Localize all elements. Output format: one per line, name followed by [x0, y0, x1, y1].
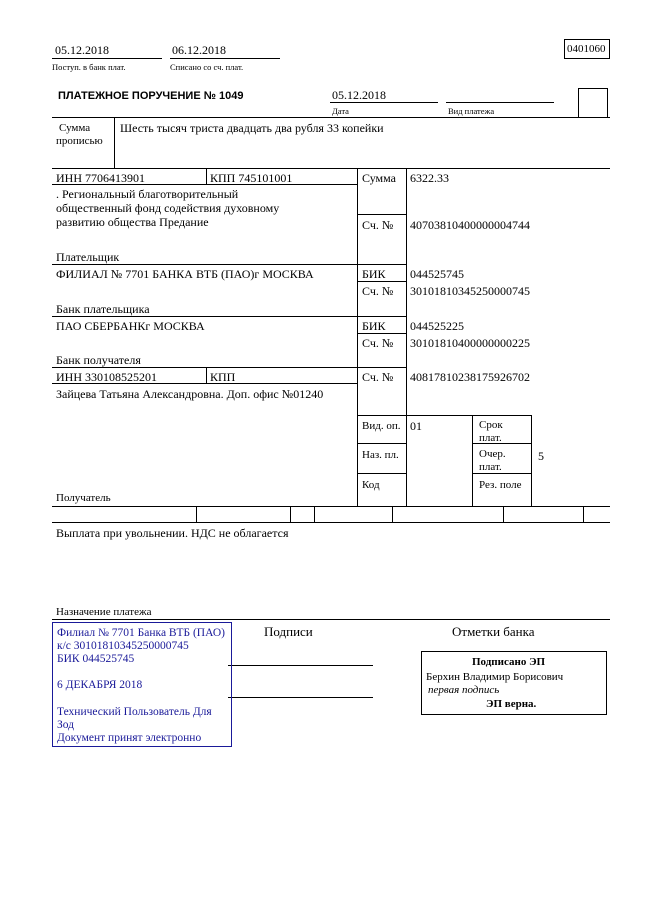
- line-optype-bottom: [357, 443, 407, 444]
- signature-verified: ЭП верна.: [486, 698, 537, 710]
- payee-label: Получатель: [56, 492, 111, 504]
- payer-label: Плательщик: [56, 250, 120, 264]
- debited-date: 06.12.2018: [172, 43, 226, 57]
- payer-account-label: Сч. №: [362, 218, 394, 232]
- payment-type-line: [446, 102, 554, 103]
- received-label: Поступ. в банк плат.: [52, 62, 126, 72]
- order-title: ПЛАТЕЖНОЕ ПОРУЧЕНИЕ № 1049: [58, 90, 244, 102]
- line-payee-bik-bottom: [357, 333, 407, 334]
- payment-status-box: [578, 88, 608, 118]
- signatures-label: Подписи: [264, 624, 313, 639]
- payer-bank-account: 30101810345250000745: [410, 284, 530, 298]
- bank-stamp: [52, 622, 232, 747]
- received-date-line: [52, 58, 162, 59]
- payer-kpp: КПП 745101001: [210, 171, 293, 185]
- line-tax-bottom: [52, 522, 610, 523]
- payee-bank-bik: 044525225: [410, 319, 464, 333]
- signed-box: [421, 651, 607, 715]
- purpose-code-label: Наз. пл.: [362, 449, 399, 461]
- line-payer-inn-kpp: [206, 168, 207, 184]
- payer-bank-bik: 044525745: [410, 267, 464, 281]
- payer-inn: ИНН 7706413901: [56, 171, 145, 185]
- payer-bank-bik-label: БИК: [362, 267, 386, 281]
- line-payee-top: [52, 367, 407, 368]
- payer-name-3: развитию общества Предание: [56, 215, 209, 229]
- form-code: 0401060: [567, 43, 606, 55]
- line-payer-top: [52, 168, 610, 169]
- purpose-label: Назначение платежа: [56, 606, 152, 618]
- stamp-user-1: Технический Пользователь Для: [57, 706, 212, 718]
- payer-amount-label: Сумма: [362, 171, 396, 185]
- line-tax-6: [583, 506, 584, 522]
- line-purpose-code-bottom: [357, 473, 407, 474]
- signed-title: Подписано ЭП: [472, 656, 546, 668]
- priority: 5: [538, 449, 544, 463]
- op-type-label: Вид. оп.: [362, 420, 401, 432]
- line-codes-mid: [472, 415, 473, 506]
- payer-amount: 6322.33: [410, 171, 449, 185]
- payer-bank-account-label: Сч. №: [362, 284, 394, 298]
- debited-date-line: [170, 58, 280, 59]
- reserve-label: Рез. поле: [479, 479, 522, 491]
- line-amount-top: [52, 117, 610, 118]
- payee-bank-name: ПАО СБЕРБАНКг МОСКВА: [56, 319, 205, 333]
- line-tax-1: [196, 506, 197, 522]
- line-tax-5: [503, 506, 504, 522]
- priority-label-2: плат.: [479, 461, 502, 473]
- payer-bank-label: Банк плательщика: [56, 302, 150, 316]
- payee-account-label: Сч. №: [362, 370, 394, 384]
- line-amount-divider: [114, 117, 115, 168]
- signer-name: Берхин Владимир Борисович: [426, 671, 564, 683]
- amount-words: Шесть тысяч триста двадцать два рубля 33 копейки: [120, 121, 384, 135]
- payer-bank-name: ФИЛИАЛ № 7701 БАНКА ВТБ (ПАО)г МОСКВА: [56, 267, 314, 281]
- line-payer-bank-top: [52, 264, 407, 265]
- debited-label: Списано со сч. плат.: [170, 62, 244, 72]
- priority-label-1: Очер.: [479, 448, 506, 460]
- payee-bank-account-label: Сч. №: [362, 336, 394, 350]
- payee-kpp: КПП: [210, 370, 236, 384]
- line-tax-2: [290, 506, 291, 522]
- order-date-line: [330, 102, 438, 103]
- payee-bank-account: 30101810400000000225: [410, 336, 530, 350]
- amount-words-label-1: Сумма: [59, 122, 91, 134]
- signer-role: первая подпись: [428, 684, 500, 696]
- line-tax-3: [314, 506, 315, 522]
- line-payer-bik-bottom: [357, 281, 407, 282]
- line-amount-bottom: [357, 214, 407, 215]
- line-tax-4: [392, 506, 393, 522]
- payee-name: Зайцева Татьяна Александровна. Доп. офис №01240: [56, 387, 324, 401]
- payer-name-2: общественный фонд содействия духовному: [56, 201, 280, 215]
- stamp-line-1: Филиал № 7701 Банка ВТБ (ПАО): [57, 627, 225, 639]
- line-payee-inn-bottom: [52, 383, 357, 384]
- line-payee-bank-top: [52, 316, 407, 317]
- payee-account: 40817810238175926702: [410, 370, 530, 384]
- payment-type-label: Вид платежа: [448, 106, 495, 116]
- payee-bank-label: Банк получателя: [56, 353, 141, 367]
- term-label-2: плат.: [479, 432, 502, 444]
- stamp-line-2: к/с 30101810345250000745: [57, 640, 189, 652]
- line-right-col-mid: [406, 168, 407, 506]
- line-codes-top: [357, 415, 532, 416]
- line-right-col-left: [357, 168, 358, 506]
- payee-bank-bik-label: БИК: [362, 319, 386, 333]
- payee-inn: ИНН 330108525201: [56, 370, 157, 384]
- payer-account: 40703810400000004744: [410, 218, 530, 232]
- stamp-user-2: Зод: [57, 719, 75, 731]
- amount-words-label-2: прописью: [56, 135, 103, 147]
- purpose-text: Выплата при увольнении. НДС не облагается: [56, 526, 289, 540]
- signature-line-1: [228, 665, 373, 666]
- code-label: Код: [362, 479, 380, 491]
- line-tax-top: [52, 506, 610, 507]
- line-payee-inn-kpp: [206, 367, 207, 383]
- stamp-line-3: БИК 044525745: [57, 653, 135, 665]
- line-payer-inn-bottom: [52, 184, 357, 185]
- line-codes-right: [531, 415, 532, 506]
- payer-name-1: . Региональный благотворительный: [56, 187, 239, 201]
- order-date: 05.12.2018: [332, 88, 386, 102]
- stamp-status: Документ принят электронно: [57, 732, 202, 744]
- signature-line-2: [228, 697, 373, 698]
- received-date: 05.12.2018: [55, 43, 109, 57]
- term-label-1: Срок: [479, 419, 503, 431]
- form-code-box: [564, 39, 610, 59]
- op-type: 01: [410, 419, 422, 433]
- order-date-label: Дата: [332, 106, 349, 116]
- bank-marks-label: Отметки банка: [452, 624, 535, 639]
- stamp-date: 6 ДЕКАБРЯ 2018: [57, 679, 143, 691]
- line-purpose-bottom: [52, 619, 610, 620]
